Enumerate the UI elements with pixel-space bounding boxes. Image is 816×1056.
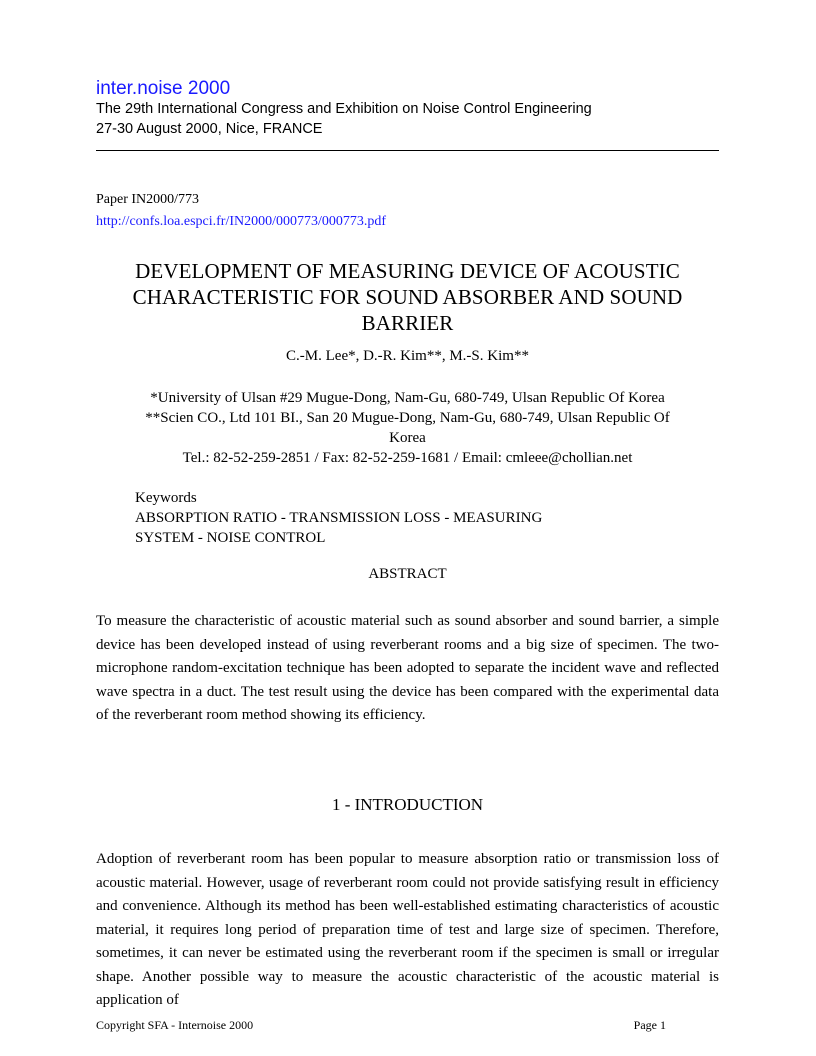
footer-copyright: Copyright SFA - Internoise 2000 <box>96 1018 254 1032</box>
keywords-line: SYSTEM - NOISE CONTROL <box>135 530 326 546</box>
contact-line: Tel.: 82-52-259-2851 / Fax: 82-52-259-1681 / Email: cmleee@chollian.net <box>182 450 633 466</box>
abstract-heading: ABSTRACT <box>368 566 447 582</box>
header-divider <box>96 150 719 151</box>
title-line: BARRIER <box>361 311 454 335</box>
keywords-line: ABSORPTION RATIO - TRANSMISSION LOSS - MEASURING <box>135 510 543 526</box>
paper-title <box>96 258 719 336</box>
conference-name: inter.noise 2000 <box>96 78 231 99</box>
keywords-block <box>135 488 695 548</box>
affiliation-line: *University of Ulsan #29 Mugue-Dong, Nam-Gu, 680-749, Ulsan Republic Of Korea <box>150 390 665 406</box>
congress-title: The 29th International Congress and Exhibition on Noise Control Engineering <box>96 101 592 117</box>
affiliations <box>96 388 719 468</box>
introduction-text: Adoption of reverberant room has been popular to measure absorption ratio or transmission loss of acoustic material. However, usage of reverberant room could not provide satisfying result in efficiency and convenience. Although its method has been well-established estimating characteristics of acoustic material, it requires long period of preparation time of test and large size of specimen. Therefore, sometimes, it can never be estimated using the reverberant room if the specimen is small or irregular shape. Another possible way to measure the acoustic characteristic of the acoustic material is application of <box>96 851 719 1008</box>
title-line: CHARACTERISTIC FOR SOUND ABSORBER AND SOUND <box>132 285 683 309</box>
title-line: DEVELOPMENT OF MEASURING DEVICE OF ACOUSTIC <box>135 259 680 283</box>
abstract-text: To measure the characteristic of acoustic material such as sound absorber and sound barrier, a simple device has been developed instead of using reverberant rooms and a big size of specimen. The two-microphone random-excitation technique has been adopted to separate the incident wave and reflected wave spectra in a duct. The test result using the device has been compared with the experimental data of the reverberant room method showing its efficiency. <box>96 613 719 723</box>
keywords-heading: Keywords <box>135 490 197 506</box>
conference-dates-place: 27-30 August 2000, Nice, FRANCE <box>96 121 323 137</box>
paper-url-link[interactable]: http://confs.loa.espci.fr/IN2000/000773/000773.pdf <box>96 214 387 229</box>
paper-id: Paper IN2000/773 <box>96 192 200 207</box>
authors: C.-M. Lee*, D.-R. Kim**, M.-S. Kim** <box>286 348 529 364</box>
footer-page-number: Page 1 <box>633 1018 666 1032</box>
affiliation-line: Korea <box>389 430 426 446</box>
introduction-heading: 1 - INTRODUCTION <box>331 795 484 814</box>
affiliation-line: **Scien CO., Ltd 101 BI., San 20 Mugue-Dong, Nam-Gu, 680-749, Ulsan Republic Of <box>145 410 670 426</box>
